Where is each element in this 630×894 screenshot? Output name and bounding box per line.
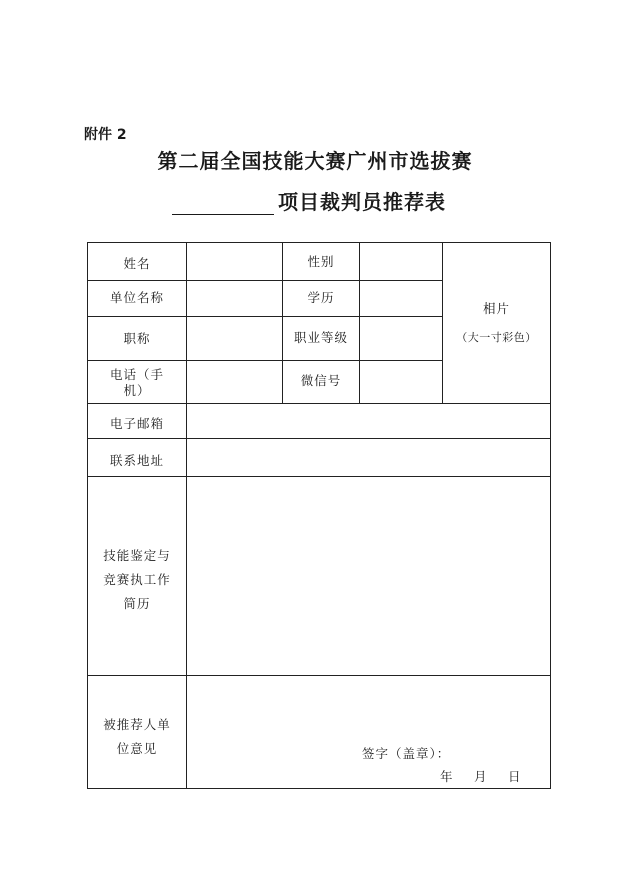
form-title: 第二届全国技能大赛广州市选拔赛 — [157, 149, 473, 173]
date-month: 月 — [474, 769, 488, 784]
form-subtitle — [172, 186, 446, 215]
address-label: 联系地址 — [109, 453, 164, 468]
date-day: 日 — [508, 769, 522, 784]
photo-note: （大一寸彩色） — [456, 331, 537, 344]
title-input[interactable] — [187, 317, 282, 360]
education-label: 学历 — [307, 290, 335, 305]
email-label: 电子邮箱 — [109, 416, 164, 431]
opinion-input[interactable] — [187, 676, 550, 788]
email-input[interactable] — [187, 404, 550, 438]
table-border-right — [550, 242, 551, 789]
table-border-bottom — [87, 788, 550, 789]
phone-input[interactable] — [187, 361, 282, 403]
vocational-level-input[interactable] — [360, 317, 442, 360]
wechat-input[interactable] — [360, 361, 442, 403]
education-input[interactable] — [360, 281, 442, 316]
vocational-level-label: 职业等级 — [293, 330, 348, 345]
photo-label: 相片 — [482, 301, 510, 316]
name-label: 姓名 — [123, 256, 151, 271]
title-label: 职称 — [123, 331, 151, 346]
project-name-blank[interactable] — [172, 192, 274, 215]
signature-label: 签字（盖章）： — [362, 746, 451, 761]
unit-label: 单位名称 — [109, 290, 164, 305]
table-border-left — [87, 242, 88, 789]
wechat-label: 微信号 — [300, 373, 342, 388]
opinion-label: 被推荐人单位意见 — [103, 717, 171, 756]
photo-area[interactable] — [443, 243, 550, 403]
unit-input[interactable] — [187, 281, 282, 316]
address-input[interactable] — [187, 439, 550, 476]
date-year: 年 — [440, 769, 454, 784]
attachment-label: 附件 2 — [84, 127, 127, 143]
resume-label: 技能鉴定与竞赛执工作简历 — [103, 548, 171, 611]
gender-input[interactable] — [360, 243, 442, 280]
name-input[interactable] — [187, 243, 282, 280]
form-subtitle-text: 项目裁判员推荐表 — [278, 190, 446, 214]
phone-label: 电话（手机） — [109, 367, 164, 398]
resume-input[interactable] — [187, 477, 550, 675]
gender-label: 性别 — [307, 254, 335, 269]
